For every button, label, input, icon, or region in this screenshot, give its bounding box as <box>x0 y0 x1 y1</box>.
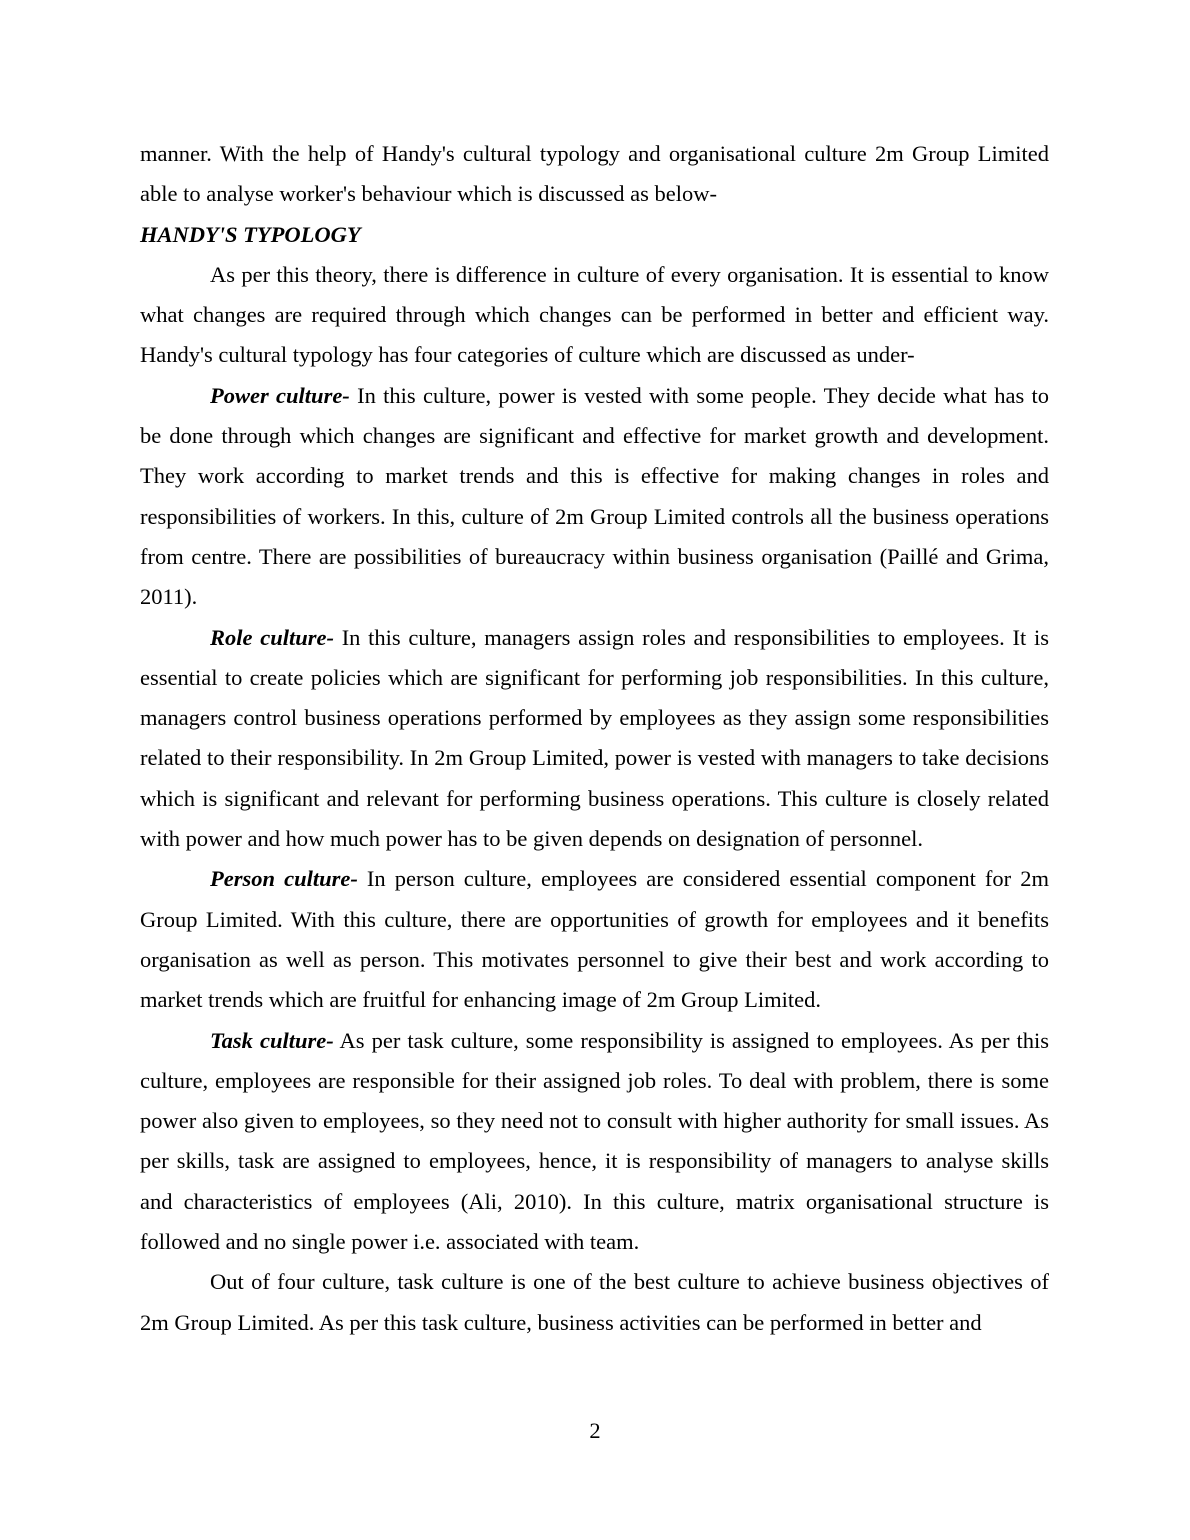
conclusion-paragraph: Out of four culture, task culture is one of the best culture to achieve business objectives of 2m Group Limited. As per this task culture, business activities can be performed in better and <box>140 1269 1049 1335</box>
task-culture-text: As per task culture, some responsibility is assigned to employees. As per this culture, employees are responsible for their assigned job roles. To deal with problem, there is some power also given to employees, so they need not to consult with higher authority for small issues. As per skills, task are assigned to employees, hence, it is responsibility of managers to analyse skills and characteristics of employees (Ali, 2010). In this culture, matrix organisational structure is followed and no single power i.e. associated with team. <box>140 1027 1049 1255</box>
task-culture-term: Task culture- <box>210 1027 334 1053</box>
role-culture-term: Role culture- <box>210 624 334 650</box>
page-number: 2 <box>589 1418 601 1443</box>
power-culture-text: In this culture, power is vested with some people. They decide what has to be done through which changes are significant and effective for market growth and development. They work according to market trends and this is effective for making changes in roles and responsibilities of workers. In this, culture of 2m Group Limited controls all the business operations from centre. There are possibilities of bureaucracy within business organisation (Paillé and Grima, 2011). <box>140 382 1050 610</box>
role-culture-text: In this culture, managers assign roles and responsibilities to employees. It is essential to create policies which are significant for performing job responsibilities. In this culture, managers control business operations performed by employees as they assign some responsibilities related to their responsibility. In 2m Group Limited, power is vested with managers to take decisions which is significant and relevant for performing business operations. This culture is closely related with power and how much power has to be given depends on designation of personnel. <box>140 624 1049 852</box>
document-page <box>140 134 1049 1343</box>
theory-paragraph: As per this theory, there is difference in culture of every organisation. It is essential to know what changes are required through which changes can be performed in better and efficient way. Handy's cultural typology has four categories of culture which are discussed as under- <box>140 261 1049 368</box>
person-culture-text: In person culture, employees are considered essential component for 2m Group Limited. With this culture, there are opportunities of growth for employees and it benefits organisation as well as person. This motivates personnel to give their best and work according to market trends which are fruitful for enhancing image of 2m Group Limited. <box>140 866 1049 1013</box>
power-culture-term: Power culture- <box>210 382 350 408</box>
power-culture-paragraph <box>140 376 1049 618</box>
section-heading: HANDY'S TYPOLOGY <box>140 221 361 247</box>
role-culture-paragraph <box>140 618 1049 860</box>
intro-paragraph: manner. With the help of Handy's cultural typology and organisational culture 2m Group Limited able to analyse worker's behaviour which is discussed as below- <box>140 141 1049 207</box>
person-culture-paragraph <box>140 859 1049 1020</box>
task-culture-paragraph <box>140 1021 1049 1263</box>
person-culture-term: Person culture- <box>210 866 358 892</box>
